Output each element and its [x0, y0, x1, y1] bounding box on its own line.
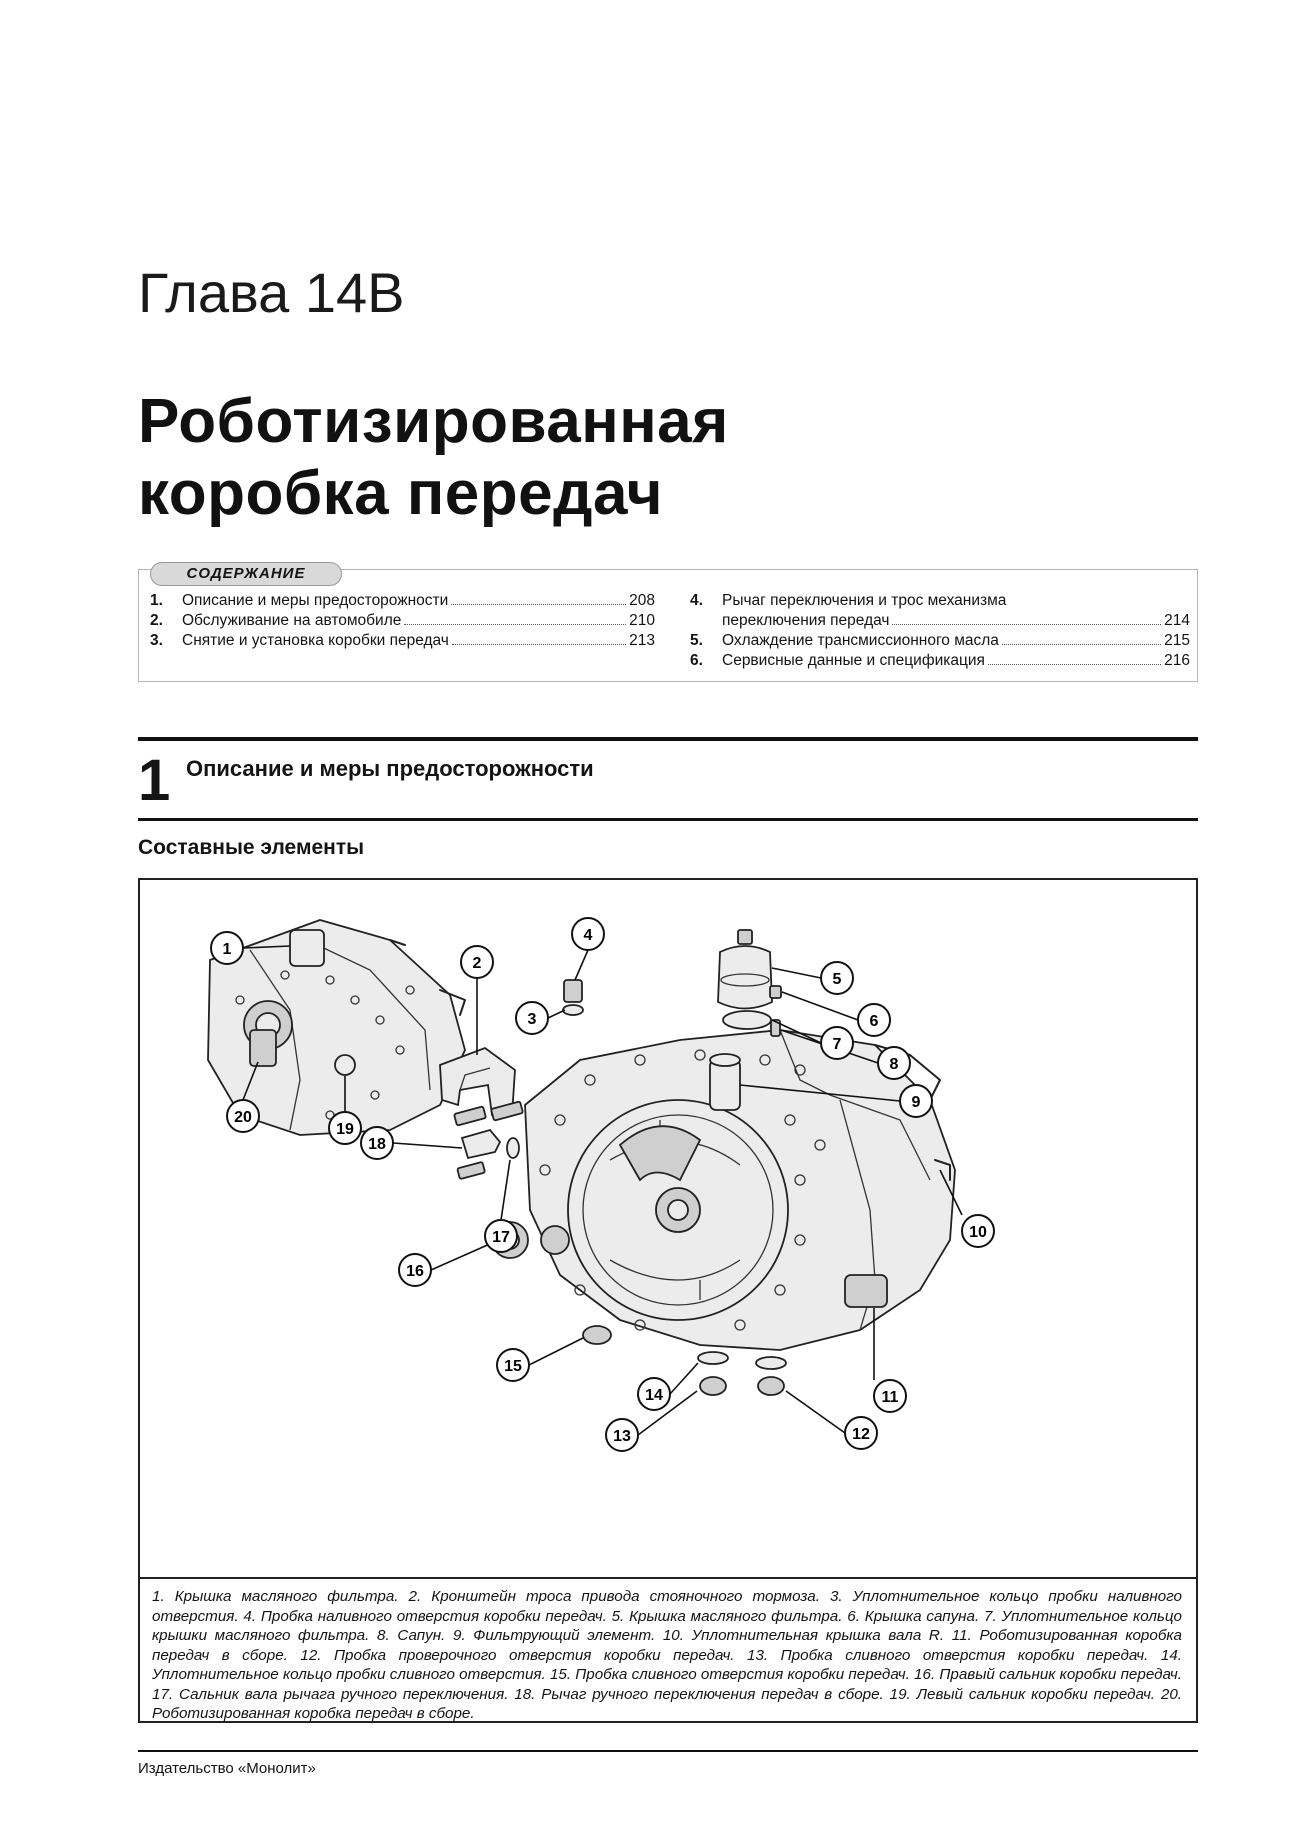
svg-text:15: 15: [504, 1358, 522, 1375]
subheading: Составные элементы: [138, 836, 365, 859]
toc-entry-page: 216: [1164, 652, 1190, 669]
toc-entry-page: 208: [629, 592, 655, 609]
svg-text:19: 19: [336, 1121, 354, 1138]
svg-text:2: 2: [472, 955, 482, 972]
toc-entry[interactable]: [150, 591, 655, 611]
callout-5: [821, 962, 853, 994]
toc-entry-number: 2.: [150, 612, 163, 629]
filter-cover-illustration: [718, 930, 772, 1009]
callout-9: [900, 1085, 932, 1117]
toc-entry-number: 1.: [150, 592, 163, 609]
toc-left-column: [150, 591, 655, 651]
toc-entry-text: Обслуживание на автомобиле: [182, 612, 402, 629]
toc-entry-text: переключения передач: [722, 612, 890, 629]
toc-entry[interactable]: [690, 651, 1190, 671]
svg-text:8: 8: [889, 1056, 899, 1073]
svg-text:6: 6: [869, 1013, 879, 1030]
svg-text:12: 12: [852, 1426, 870, 1443]
o-ring-3-illustration: [563, 1005, 583, 1015]
chapter-title-line-1: Роботизированная: [138, 387, 729, 456]
toc-entry[interactable]: [690, 631, 1190, 651]
toc-entry-text: Описание и меры предосторожности: [182, 592, 449, 609]
toc-entry-number: 3.: [150, 632, 163, 649]
callout-4: [572, 918, 604, 950]
lever-illustration: [462, 1130, 500, 1158]
svg-text:7: 7: [832, 1036, 842, 1053]
toc-label: СОДЕРЖАНИЕ: [150, 562, 342, 586]
callout-8: [878, 1047, 910, 1079]
callout-13: [606, 1419, 638, 1451]
toc-entry[interactable]: [150, 631, 655, 651]
toc-entry-page: 214: [1164, 612, 1190, 629]
callout-11: [874, 1380, 906, 1412]
callout-16: [399, 1254, 431, 1286]
toc-entry-number: 4.: [690, 592, 703, 609]
svg-text:20: 20: [234, 1109, 252, 1126]
callout-17: [485, 1220, 517, 1252]
toc-entry-text: Охлаждение трансмиссионного масла: [722, 632, 999, 649]
section-top-rule: [138, 737, 1198, 741]
fill-plug-illustration: [564, 980, 582, 1002]
svg-text:3: 3: [527, 1011, 537, 1028]
toc-entry-continuation[interactable]: [690, 611, 1190, 631]
toc-entry[interactable]: [150, 611, 655, 631]
toc-leader-dots: [404, 624, 626, 625]
toc-entry-text: Рычаг переключения и трос механизма: [722, 592, 1007, 609]
chapter-title: [138, 386, 729, 530]
callout-18: [361, 1127, 393, 1159]
section-number: 1: [138, 748, 171, 813]
footer-rule: [138, 1750, 1198, 1752]
callout-15: [497, 1349, 529, 1381]
callout-6: [858, 1004, 890, 1036]
toc-leader-dots: [892, 624, 1161, 625]
callout-20: [227, 1100, 259, 1132]
figure-caption-area: [140, 1577, 1196, 1721]
toc-entry-text: Сервисные данные и спецификация: [722, 652, 985, 669]
filter-o-ring-illustration: [723, 1011, 771, 1029]
svg-text:13: 13: [613, 1428, 631, 1445]
oil-seal-17-illustration: [507, 1138, 519, 1158]
publisher-footer: Издательство «Монолит»: [138, 1760, 316, 1777]
callout-14: [638, 1378, 670, 1410]
svg-text:10: 10: [969, 1224, 987, 1241]
callout-3: [516, 1002, 548, 1034]
toc-entry-page: 213: [629, 632, 655, 649]
callout-12: [845, 1417, 877, 1449]
callout-10: [962, 1215, 994, 1247]
toc-entry-text: Снятие и установка коробки передач: [182, 632, 449, 649]
svg-text:17: 17: [492, 1229, 510, 1246]
callout-19: [329, 1112, 361, 1144]
chapter-number: Глава 14В: [138, 261, 405, 324]
svg-text:14: 14: [645, 1387, 663, 1404]
toc-leader-dots: [451, 604, 626, 605]
svg-text:5: 5: [832, 971, 842, 988]
toc-entry[interactable]: [690, 591, 1190, 611]
toc-right-column: [690, 591, 1190, 671]
toc-entry-page: 215: [1164, 632, 1190, 649]
svg-text:11: 11: [881, 1389, 899, 1406]
toc-entry-page: 210: [629, 612, 655, 629]
callout-2: [461, 946, 493, 978]
toc-entry-number: 5.: [690, 632, 703, 649]
svg-text:4: 4: [583, 927, 593, 944]
toc-leader-dots: [452, 644, 626, 645]
callout-7: [821, 1027, 853, 1059]
toc-leader-dots: [1002, 644, 1161, 645]
chapter-title-line-2: коробка передач: [138, 459, 663, 528]
svg-text:16: 16: [406, 1263, 424, 1280]
svg-text:18: 18: [368, 1136, 386, 1153]
svg-text:9: 9: [911, 1094, 921, 1111]
figure-frame: [138, 878, 1198, 1723]
section-title: Описание и меры предосторожности: [186, 756, 594, 781]
toc-leader-dots: [988, 664, 1161, 665]
toc-entry-number: 6.: [690, 652, 703, 669]
figure-caption: 1. Крышка масляного фильтра. 2. Кронштейн троса привода стояночного тормоза. 3. Уплотнительное кольцо пробки наливного отверстия. 4. Пробка наливного отверстия коробки передач. 5. Крышка масляного фильтра. 6. Крышка сапуна. 7. Уплотнительное кольцо крышки масляного фильтра. 8. Сапун. 9. Фильтрующий элемент. 10. Уплотнительная крышка вала R. 11. Роботизированная коробка передач в сборе. 12. Пробка проверочного отверстия коробки передач. 13. Пробка сливного отверстия коробки передач. 14. Уплотнительное кольцо пробки сливного отверстия. 15. Пробка сливного отверстия коробки передач. 16. Правый сальник коробки передач. 17. Сальник вала рычага ручного переключения. 18. Рычаг ручного переключения передач в сборе. 19. Левый сальник коробки передач. 20. Роботизированная коробка передач в сборе.: [152, 1588, 1182, 1722]
breather-cap-illustration: [770, 986, 781, 998]
svg-text:1: 1: [222, 941, 232, 958]
transmission-exploded-diagram: [140, 880, 1196, 1577]
callout-1: [211, 932, 243, 964]
section-bottom-rule: [138, 818, 1198, 821]
